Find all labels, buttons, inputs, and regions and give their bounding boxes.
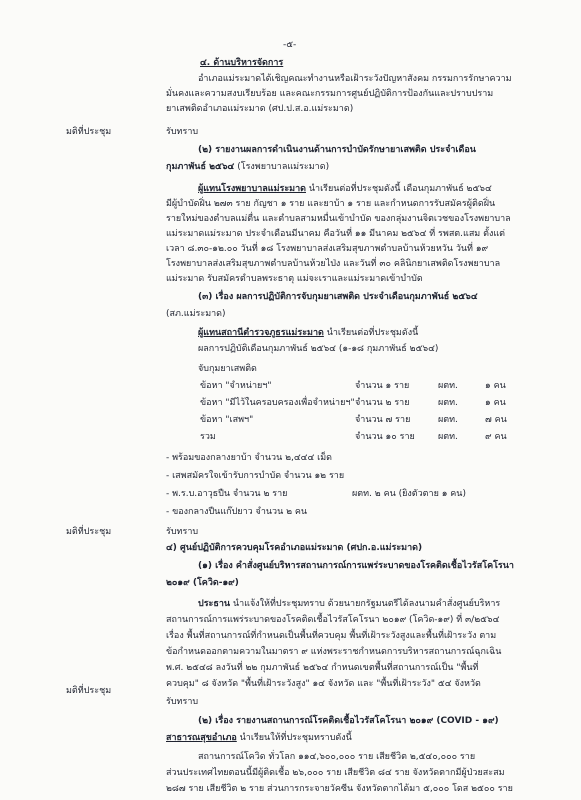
- suspects-label-cell: ผตท.: [438, 432, 458, 442]
- covid1-chair: ประธาน: [198, 599, 231, 609]
- item3-title: (๓) เรื่อง ผลการปฏิบัติการจับกุมยาเสพติด ประจำเดือนกุมภาพันธ์ ๒๕๖๔: [198, 292, 478, 302]
- item3-bullet: - ของกลางปืนแก๊ปยาว จำนวน ๒ คน: [166, 507, 308, 517]
- item3-bullet: - พ.ร.บ.อาวุธปืน จำนวน ๒ ราย: [166, 489, 288, 499]
- covid1-body-line: พ.ศ. ๒๕๔๘ ลงวันที่ ๒๒ กุมภาพันธ์ ๒๕๖๔ กำหนดเขตพื้นที่สถานการณ์เป็น "พื้นที่: [166, 663, 479, 673]
- item3-presenter: ผู้แทนสถานีตำรวจภูธรแม่ระมาด: [198, 328, 324, 338]
- covid1-body-line: ควบคุม" ๘ จังหวัด "พื้นที่เฝ้าระวังสูง" ๑๔ จังหวัด และ "พื้นที่เฝ้าระวัง" ๕๔ จังหวัด: [166, 679, 481, 689]
- covid1-body-line: ข้อกำหนดออกตามความในมาตรา ๙ แห่งพระราชกำหนดการบริหารสถานการณ์ฉุกเฉิน: [166, 647, 502, 657]
- section4-heading: ๔. ด้านบริหารจัดการ: [200, 58, 284, 68]
- item2-body-line: รายใหม่ของตำบลแม่ตื่น และตำบลสามหมื่นเข้าบำบัด ของกลุ่มงานจิตเวชของโรงพยาบาล: [166, 214, 511, 224]
- acknowledged: รับทราบ: [166, 527, 199, 537]
- acknowledged: รับทราบ: [166, 127, 199, 137]
- count-cell: จำนวน ๒ ราย: [355, 398, 410, 408]
- suspects-cell: ๑ คน: [485, 381, 506, 391]
- item3-period: ผลการปฏิบัติเดือนกุมภาพันธ์ ๒๕๖๔ (๑-๑๘ กุมภาพันธ์ ๒๕๖๔): [198, 344, 439, 354]
- suspects-label-cell: ผตท.: [438, 415, 458, 425]
- item3-gun-tail: ผตท. ๒ คน (ยิงตัวตาย ๑ คน): [352, 489, 466, 499]
- covid2-presenter-line: สาธารณสุขอำเภอ นำเรียนให้ที่ประชุมทราบดังนี้: [166, 733, 352, 743]
- covid1-body-line: สถานการณ์การแพร่ระบาดของโรคติดเชื้อไวรัสโคโรนา ๒๐๑๙ (โควิด-๑๙) ที่ ๓/๒๕๖๔: [166, 615, 500, 625]
- item2-body-line: แม่ระมาด รับสมัครตำบลพระธาตุ แม่จะเราและแม่ระมาดเข้าบำบัด: [166, 274, 423, 284]
- resolution-label: มติที่ประชุม: [66, 686, 112, 696]
- item2-body-line: ผู้แทนโรงพยาบาลแม่ระมาด นำเรียนต่อที่ประชุมดังนี้ เดือนกุมภาพันธ์ ๒๕๖๔: [198, 184, 492, 194]
- item2-unit: (โรงพยาบาลแม่ระมาด): [234, 162, 330, 172]
- item2-presenter: ผู้แทนโรงพยาบาลแม่ระมาด: [198, 184, 306, 194]
- sec4-para-line: อำเภอแม่ระมาดได้เชิญคณะทำงานหรือเฝ้าระวังปัญหาสังคม กรรมการรักษาความ: [198, 74, 512, 84]
- covid2-presenter: สาธารณสุขอำเภอ: [166, 733, 237, 743]
- item3-arrest-head: จับกุมยาเสพติด: [198, 364, 257, 374]
- charge-cell: ข้อหา "มีไว้ในครอบครองเพื่อจำหน่ายฯ": [200, 398, 355, 408]
- suspects-label-cell: ผตท.: [438, 381, 458, 391]
- item3-bullet: - เสพสมัครใจเข้ารับการบำบัด จำนวน ๑๒ ราย: [166, 471, 345, 481]
- item2-body-line: มีผู้บำบัดฝิ่น ๒๗๓ ราย กัญชา ๑ ราย และยาบ้า ๑ ราย และกำหนดการรับสมัครผู้ติดฝิ่น: [166, 199, 496, 209]
- covid1-title-line2: ๒๐๑๙ (โควิด-๑๙): [166, 578, 239, 588]
- resolution-label: มติที่ประชุม: [66, 527, 112, 537]
- item2-body-line: แม่ระมาดแม่ระมาด ประจำเดือนมีนาคม คือวันที่ ๑๑ มีนาคม ๒๕๖๔ ที่ รพสต.แสม ตั้งแต่: [166, 229, 505, 239]
- item2-body-line: โรงพยาบาลส่งเสริมสุขภาพตำบลบ้านห้วยไป่ง และวันที่ ๓๐ คลินิกยาเสพติดโรงพยาบาล: [166, 259, 501, 269]
- covid2-title: (๒) เรื่อง รายงานสถานการณ์โรคติดเชื้อไวรัสโคโรนา ๒๐๑๙ (COVID - ๑๙): [198, 716, 499, 726]
- suspects-cell: ๗ คน: [485, 415, 507, 425]
- covid1-title: (๑) เรื่อง คำสั่งศูนย์บริหารสถานการณ์การแพร่ระบาดของโรคติดเชื้อไวรัสโคโรนา: [198, 561, 514, 571]
- item3-bullet: - พร้อมของกลางยาบ้า จำนวน ๒,๔๔๔ เม็ด: [166, 453, 333, 463]
- section4b-heading: ๔) ศูนย์ปฏิบัติการควบคุมโรคอำเภอแม่ระมาด (ศปก.อ.แม่ระมาด): [166, 543, 423, 553]
- covid2-body-line: สถานการณ์โควิด ทั่วโลก ๑๑๔,๖๐๐,๐๐๐ ราย เสียชีวิต ๒,๕๔๐,๐๐๐ ราย: [198, 752, 476, 762]
- item3-presenter-line: ผู้แทนสถานีตำรวจภูธรแม่ระมาด นำเรียนต่อที่ประชุมดังนี้: [198, 328, 419, 338]
- item2-month: กุมภาพันธ์ ๒๕๖๔: [166, 162, 235, 172]
- suspects-label-cell: ผตท.: [438, 398, 458, 408]
- item2-body-line: เวลา ๘.๓๐-๑๒.๐๐ วันที่ ๑๘ โรงพยาบาลส่งเสริมสุขภาพตำบลบ้านห้วยหวัน วันที่ ๑๙: [166, 244, 489, 254]
- charge-cell: รวม: [200, 432, 216, 442]
- covid2-body-line: ๒๘๗ ราย เสียชีวิต ๒ ราย ส่วนการกระจายวัคซีน จังหวัดตากได้มา ๕,๐๐๐ โดส ๒๕๐๐ ราย: [166, 784, 513, 794]
- covid2-body-line: ส่วนประเทศไทยตอนนี้มีผู้ติดเชื้อ ๒๖,๐๐๐ ราย เสียชีวิต ๘๔ ราย จังหวัดตากมีผู้ป่วยสะสม: [166, 768, 505, 778]
- suspects-cell: ๑ คน: [485, 398, 506, 408]
- item3-unit: (สภ.แม่ระมาด): [166, 309, 226, 319]
- count-cell: จำนวน ๑๐ ราย: [355, 432, 415, 442]
- suspects-cell: ๙ คน: [485, 432, 507, 442]
- item2-title: (๒) รายงานผลการดำเนินงานด้านการบำบัดรักษายาเสพติด ประจำเดือน: [198, 145, 476, 155]
- acknowledged: รับทราบ: [166, 697, 199, 707]
- charge-cell: ข้อหา "เสพฯ": [200, 415, 254, 425]
- count-cell: จำนวน ๗ ราย: [355, 415, 411, 425]
- page-number: -๕-: [283, 40, 297, 50]
- sec4-para-line: ยาเสพติดอำเภอแม่ระมาด (ศป.ป.ส.อ.แม่ระมาด): [166, 104, 354, 114]
- count-cell: จำนวน ๑ ราย: [355, 381, 410, 391]
- covid1-body-line: ประธาน นำแจ้งให้ที่ประชุมทราบ ด้วยนายกรัฐมนตรีได้ลงนามคำสั่งศูนย์บริหาร: [198, 599, 501, 609]
- item2-title-line2: [166, 162, 329, 173]
- resolution-label: มติที่ประชุม: [66, 127, 112, 137]
- covid1-body-line: เรื่อง พื้นที่สถานการณ์ที่กำหนดเป็นพื้นที่ควบคุม พื้นที่เฝ้าระวังสูงและพื้นที่เฝ้าระวัง ตาม: [166, 631, 497, 641]
- sec4-para-line: มั่นคงและความสงบเรียบร้อย และคณะกรรมการศูนย์ปฏิบัติการป้องกันและปราบปราม: [166, 89, 494, 99]
- charge-cell: ข้อหา "จำหน่ายฯ": [200, 381, 272, 391]
